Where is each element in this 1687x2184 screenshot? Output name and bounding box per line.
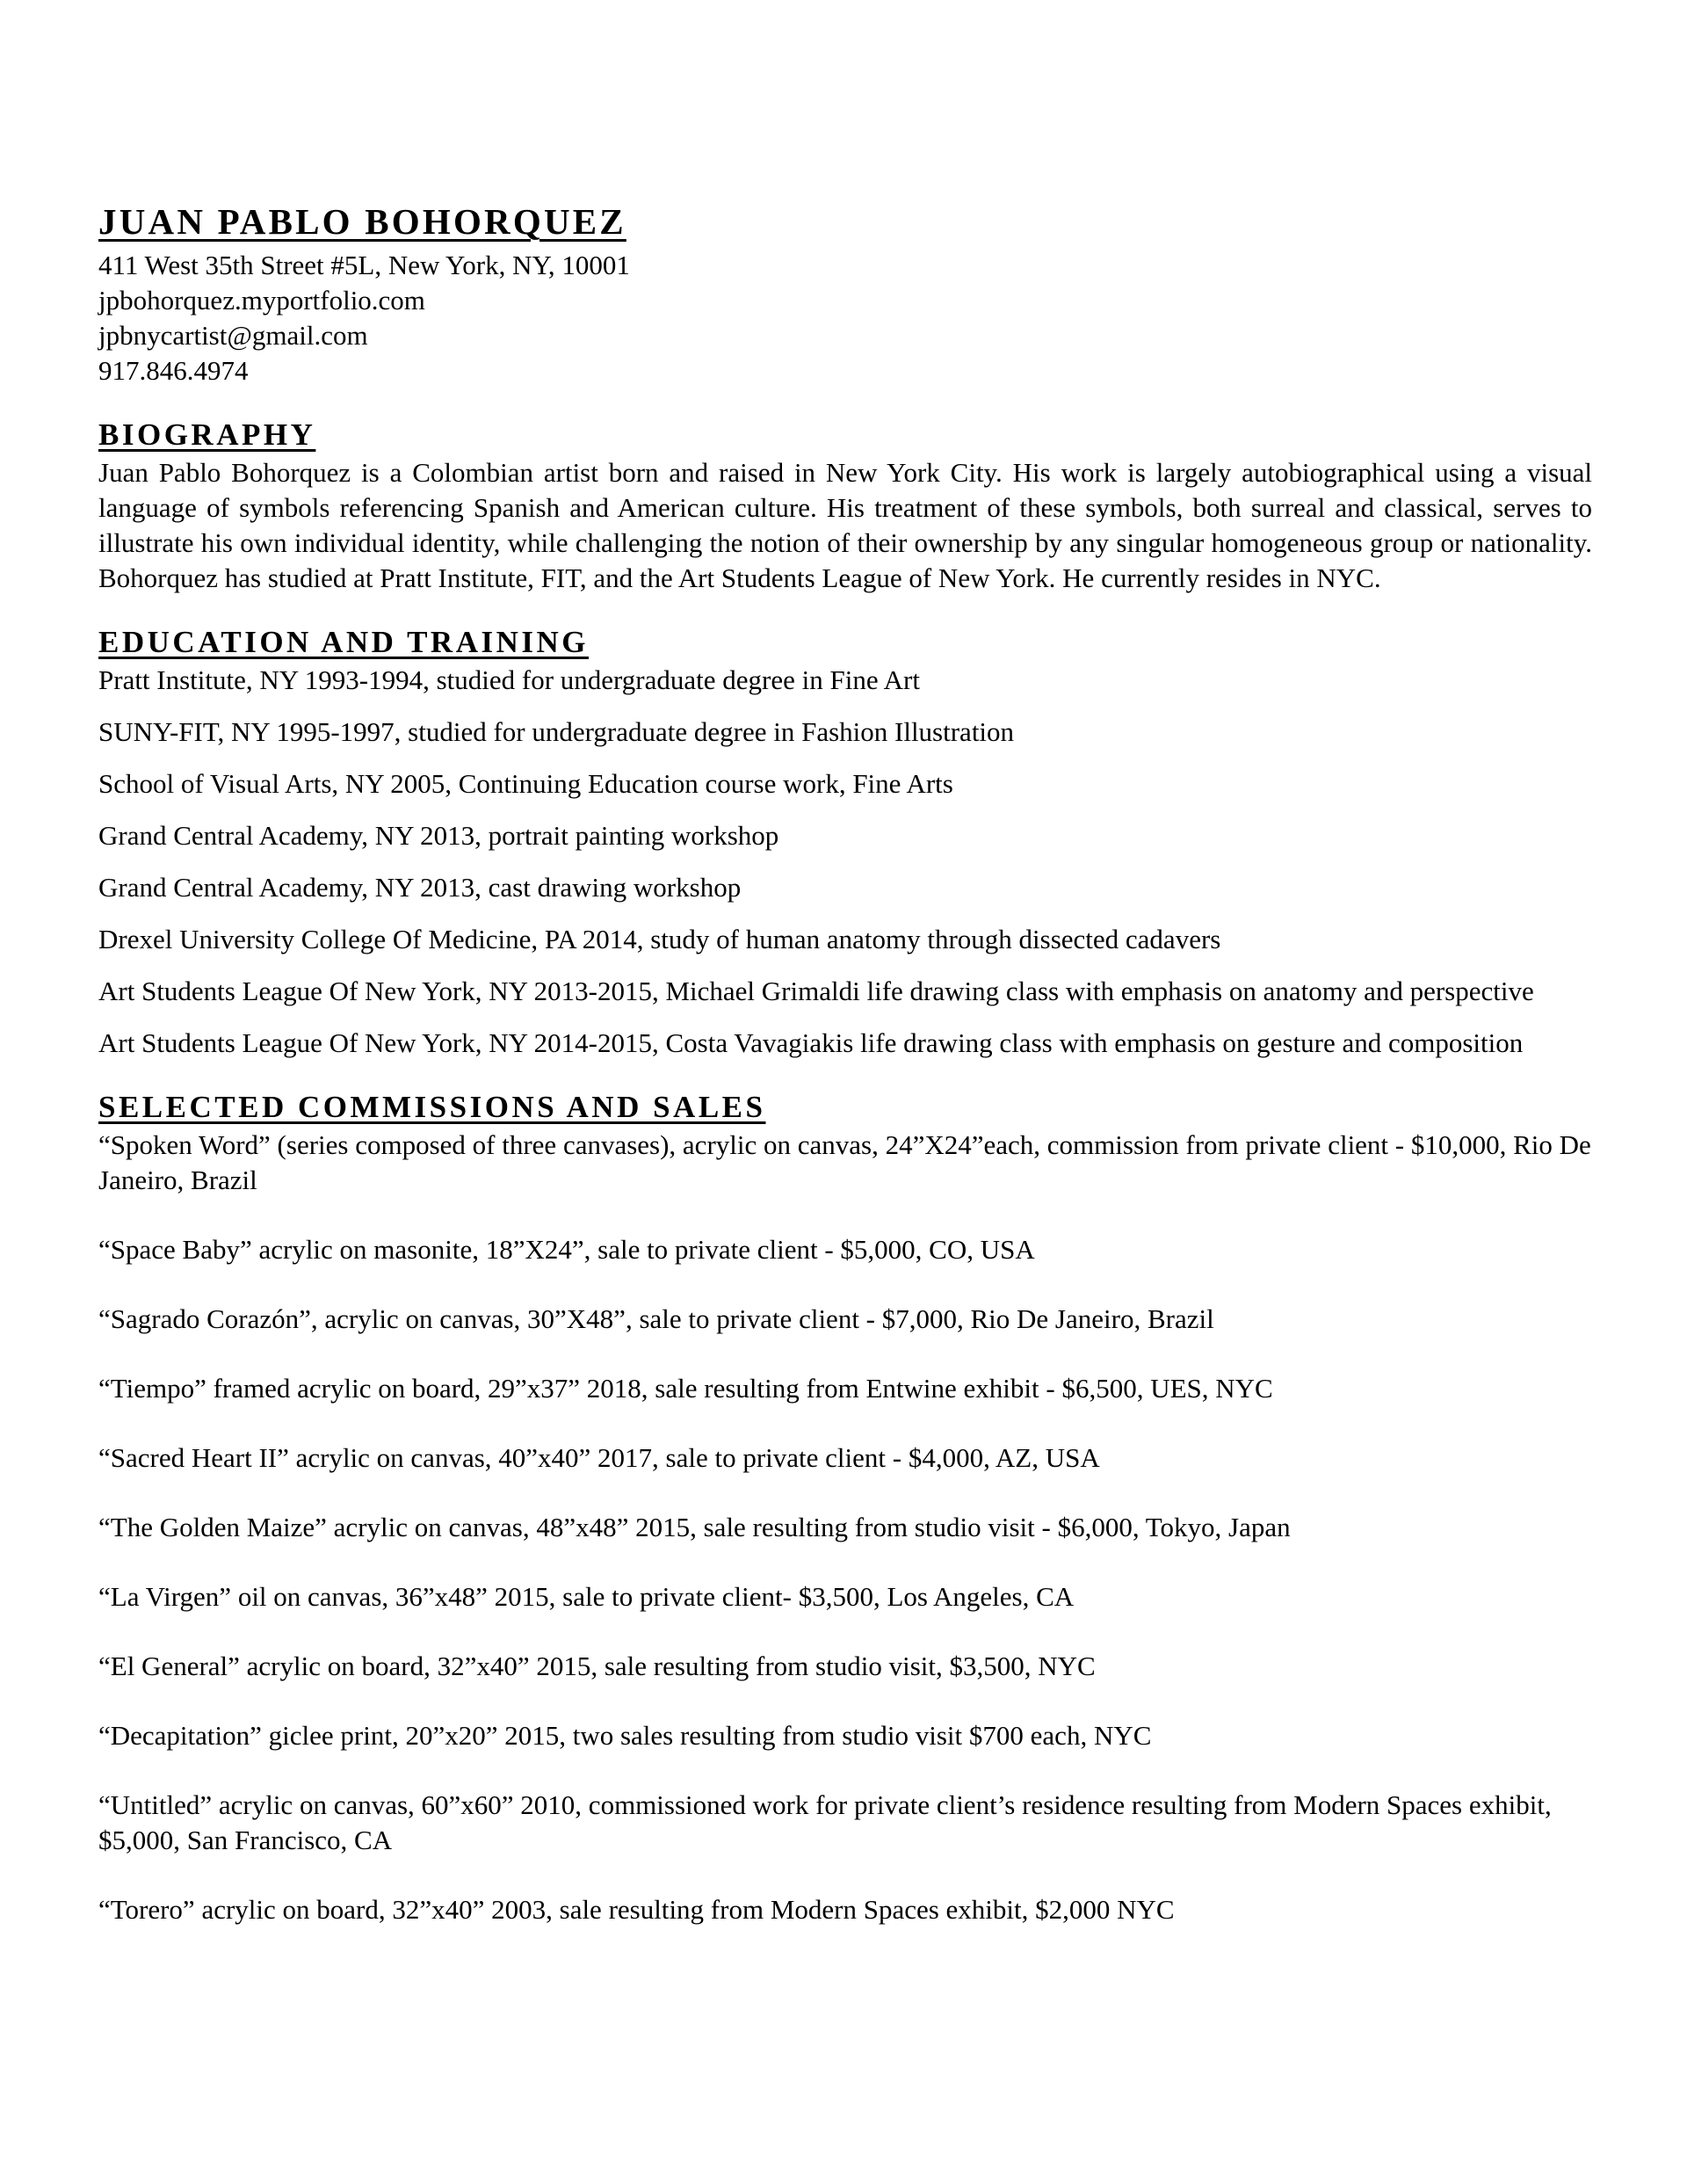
commissions-heading: SELECTED COMMISSIONS AND SALES [98,1090,766,1124]
biography-text: Juan Pablo Bohorquez is a Colombian artist born and raised in New York City. His work is largely autobiographical using a visual language of symbols referencing Spanish and American culture. His treatment of these symbols, both surreal and classical, serves to illustrate his own individual identity, while challenging the notion of their ownership by any singular homogeneous group or nationality. Bohorquez has studied at Pratt Institute, FIT, and the Art Students League of New York. He currently resides in NYC. [98,457,1592,593]
commission-item: “La Virgen” oil on canvas, 36”x48” 2015, sale to private client- $3,500, Los Angeles, CA [98,1581,1075,1612]
education-item: SUNY-FIT, NY 1995-1997, studied for undergraduate degree in Fashion Illustration [98,716,1015,747]
commission-item: “Space Baby” acrylic on masonite, 18”X24”, sale to private client - $5,000, CO, USA [98,1234,1035,1265]
commission-item: “Sagrado Corazón”, acrylic on canvas, 30”X48”, sale to private client - $7,000, Rio De Janeiro, Brazil [98,1303,1214,1334]
commission-item: “The Golden Maize” acrylic on canvas, 48”x48” 2015, sale resulting from studio visit - $6,000, Tokyo, Japan [98,1512,1291,1542]
education-item: Grand Central Academy, NY 2013, portrait painting workshop [98,820,779,851]
commissions-list [98,1128,1592,1927]
education-item: Drexel University College Of Medicine, PA 2014, study of human anatomy through dissected cadavers [98,924,1221,954]
education-item: Pratt Institute, NY 1993-1994, studied for undergraduate degree in Fine Art [98,664,920,695]
address: 411 West 35th Street #5L, New York, NY, 10001 [98,250,630,280]
email: jpbnycartist@gmail.com [98,320,368,351]
commission-item: “Spoken Word” (series composed of three canvases), acrylic on canvas, 24”X24”each, commission from private client - $10,000, Rio De Janeiro, Brazil [98,1129,1591,1195]
website: jpbohorquez.myportfolio.com [98,285,425,316]
commissions-section [98,1089,1592,1927]
education-heading: EDUCATION AND TRAINING [98,625,589,659]
biography-section [98,417,1592,596]
commission-item: “Tiempo” framed acrylic on board, 29”x37” 2018, sale resulting from Entwine exhibit - $6,500, UES, NYC [98,1373,1273,1404]
commission-item: “Untitled” acrylic on canvas, 60”x60” 2010, commissioned work for private client’s residence resulting from Modern Spaces exhibit, $5,000, San Francisco, CA [98,1789,1552,1855]
contact-block [98,200,1592,388]
education-item: Art Students League Of New York, NY 2013-2015, Michael Grimaldi life drawing class with emphasis on anatomy and perspective [98,976,1534,1006]
commission-item: “Torero” acrylic on board, 32”x40” 2003, sale resulting from Modern Spaces exhibit, $2,000 NYC [98,1894,1175,1925]
commission-item: “Decapitation” giclee print, 20”x20” 2015, two sales resulting from studio visit $700 each, NYC [98,1720,1152,1751]
education-item: School of Visual Arts, NY 2005, Continuing Education course work, Fine Arts [98,768,953,799]
commission-item: “Sacred Heart II” acrylic on canvas, 40”x40” 2017, sale to private client - $4,000, AZ, USA [98,1442,1100,1473]
commission-item: “El General” acrylic on board, 32”x40” 2015, sale resulting from studio visit, $3,500, NYC [98,1651,1096,1681]
phone: 917.846.4974 [98,355,249,386]
resume-content [98,200,1592,1927]
education-list [98,663,1592,1061]
education-item: Art Students League Of New York, NY 2014-2015, Costa Vavagiakis life drawing class with emphasis on gesture and composition [98,1027,1524,1058]
biography-heading: BIOGRAPHY [98,417,316,452]
education-item: Grand Central Academy, NY 2013, cast drawing workshop [98,872,742,903]
artist-name: JUAN PABLO BOHORQUEZ [98,201,626,242]
education-section [98,624,1592,1061]
